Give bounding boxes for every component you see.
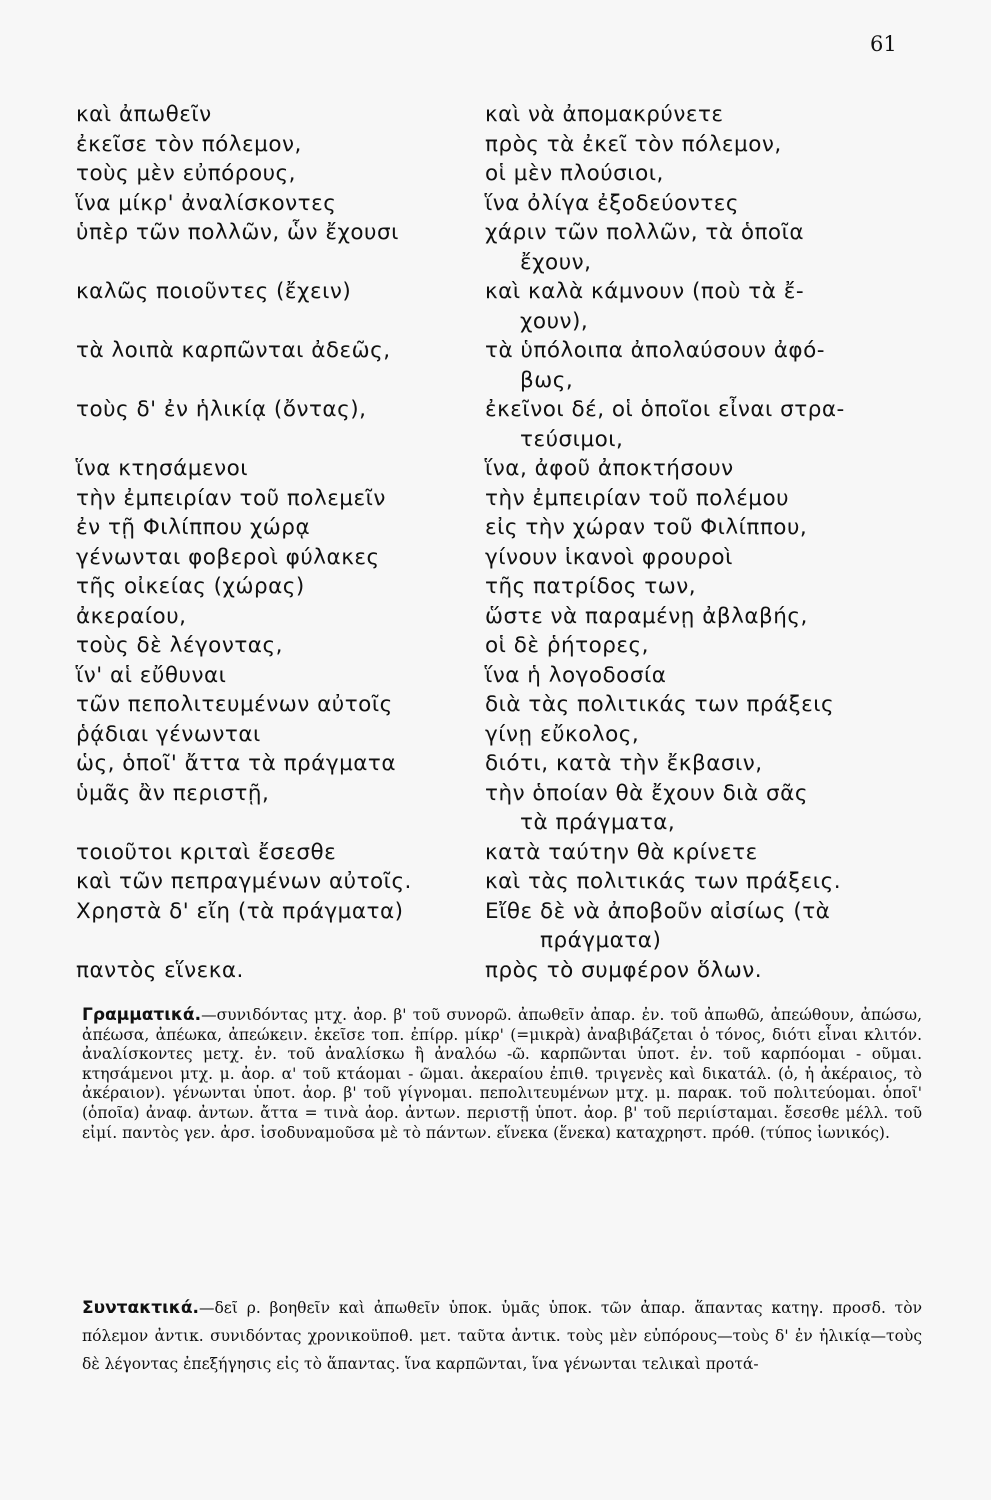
text-line: χουν),: [520, 308, 589, 334]
text-line: ὡς, ὁποῖ' ἄττα τὰ πράγματα: [76, 751, 397, 776]
text-line: Χρηστὰ δ' εἴη (τὰ πράγματα): [76, 898, 404, 924]
text-line: οἱ δὲ ῥήτορες,: [485, 633, 649, 658]
text-line: διὰ τὰς πολιτικάς των πράξεις: [485, 692, 835, 717]
text-line: καλῶς ποιοῦντες (ἔχειν): [76, 279, 352, 304]
text-line: κατὰ ταύτην θὰ κρίνετε: [485, 839, 758, 865]
text-line: παντὸς εἵνεκα.: [76, 957, 244, 983]
text-line: καὶ καλὰ κάμνουν (ποὺ τὰ ἔ-: [485, 279, 805, 304]
text-line: πρὸς τὰ ἐκεῖ τὸν πόλεμον,: [485, 131, 782, 157]
text-line: ἐκεῖσε τὸν πόλεμον,: [76, 131, 302, 157]
text-line: πρὸς τὸ συμφέρον ὅλων.: [485, 957, 763, 983]
text-line: ἵνα, ἀφοῦ ἀποκτήσουν: [485, 456, 734, 481]
text-line: καὶ ἀπωθεῖν: [76, 102, 212, 127]
text-line: ῥᾴδιαι γένωνται: [76, 721, 261, 747]
text-line: τοιοῦτοι κριταὶ ἔσεσθε: [76, 839, 337, 865]
text-line: ἵνα κτησάμενοι: [76, 456, 249, 481]
text-line: καὶ νὰ ἀπομακρύνετε: [485, 102, 724, 127]
text-line: εἰς τὴν χώραν τοῦ Φιλίππου,: [485, 515, 808, 540]
text-line: ἵνα ὀλίγα ἐξοδεύοντες: [485, 190, 740, 216]
text-line: καὶ τὰς πολιτικάς των πράξεις.: [485, 869, 842, 894]
page-number: 61: [870, 32, 897, 56]
text-line: τὰ ὑπόλοιπα ἀπολαύσουν ἀφό-: [485, 338, 826, 363]
text-line: τῆς πατρίδος των,: [485, 574, 697, 599]
text-line: τὴν ὁποίαν θὰ ἔχουν διὰ σᾶς: [485, 780, 808, 806]
text-line: ἀκεραίου,: [76, 603, 187, 629]
greek-original-column: [76, 100, 480, 985]
text-line: τὴν ἐμπειρίαν τοῦ πολέμου: [485, 485, 790, 511]
text-line: ὑπὲρ τῶν πολλῶν, ὧν ἔχουσι: [76, 220, 399, 245]
grammar-heading: Γραμματικά.: [82, 1005, 202, 1025]
text-line: ἵνα ἡ λογοδοσία: [485, 662, 667, 688]
text-line: ἵνα μίκρ' ἀναλίσκοντες: [76, 190, 337, 216]
syntax-notes: [82, 1294, 922, 1378]
text-line: ἔχουν,: [520, 249, 592, 275]
text-line: ἵν' αἱ εὔθυναι: [76, 662, 227, 688]
grammar-notes: [82, 1006, 922, 1143]
text-line: γίνῃ εὔκολος,: [485, 721, 640, 747]
text-line: ὥστε νὰ παραμένῃ ἀβλαβής,: [485, 603, 808, 629]
text-line: οἱ μὲν πλούσιοι,: [485, 161, 664, 186]
text-line: τοὺς μὲν εὐπόρους,: [76, 161, 296, 186]
text-line: χάριν τῶν πολλῶν, τὰ ὁποῖα: [485, 220, 805, 245]
text-line: τὴν ἐμπειρίαν τοῦ πολεμεῖν: [76, 485, 386, 511]
text-line: γίνουν ἱκανοὶ φρουροὶ: [485, 544, 733, 570]
syntax-heading: Συντακτικά.: [82, 1298, 199, 1318]
text-line: ὑμᾶς ἂν περιστῇ,: [76, 780, 270, 806]
grammar-text: —συνιδόντας μτχ. ἀορ. β' τοῦ συνορῶ. ἀπωθεῖν ἀπαρ. ἐν. τοῦ ἀπωθῶ, ἀπεώθουν, ἀπώσω, ἀπέωσα, ἀπέωκα, ἀπεώκειν. ἐκεῖσε τοπ. ἐπίρρ. μίκρ' (=μικρὰ) ἀναβιβάζεται ὁ τόνος, διότι εἶναι κλιτόν. ἀναλίσκοντες μετχ. ἐν. τοῦ ἀναλίσκω ἢ ἀναλόω -ῶ. καρπῶνται ὑποτ. ἐν. τοῦ καρπόομαι - οῦμαι. κτησάμενοι μτχ. μ. ἀορ. α' τοῦ κτάομαι - ῶμαι. ἀκεραίου ἐπιθ. τριγενὲς καὶ δικατάλ. (ὁ, ἡ ἀκέραιος, τὸ ἀκέραιον). γένωνται ὑποτ. ἀορ. β' τοῦ γίγνομαι. πεπολιτευμένων μτχ. μ. παρακ. τοῦ πολιτεύομαι. ὁποῖ' (ὁποῖα) ἀναφ. ἀντων. ἄττα = τινὰ ἀορ. ἀντων. περιστῇ ὑποτ. ἀορ. β' τοῦ περιίσταμαι. ἔσεσθε μέλλ. τοῦ εἰμί. παντὸς γεν. ἀρσ. ἰσοδυναμοῦσα μὲ τὸ πάντων. εἵνεκα (ἕνεκα) καταχρηστ. πρόθ. (τύπος ἰωνικός).: [82, 1006, 922, 1142]
text-line: βως,: [520, 367, 574, 393]
text-line: ἐκεῖνοι δέ, οἱ ὁποῖοι εἶναι στρα-: [485, 397, 845, 422]
syntax-text: —δεῖ ρ. βοηθεῖν καὶ ἀπωθεῖν ὑποκ. ὑμᾶς ὑποκ. τῶν ἀπαρ. ἅπαντας κατηγ. προσδ. τὸν πόλεμον ἀντικ. συνιδόντας χρονικοϋποθ. μετ. ταῦτα ἀντικ. τοὺς μὲν εὐπόρους—τοὺς δ' ἐν ἡλικίᾳ—τοὺς δὲ λέγοντας ἐπεξήγησις εἰς τὸ ἅπαντας. ἵνα καρπῶνται, ἵνα γένωνται τελικαὶ προτά-: [82, 1299, 922, 1373]
modern-translation-column: [485, 100, 925, 985]
text-line: τῶν πεπολιτευμένων αὐτοῖς: [76, 692, 393, 717]
text-line: τῆς οἰκείας (χώρας): [76, 574, 305, 599]
text-line: τὰ λοιπὰ καρπῶνται ἀδεῶς,: [76, 338, 391, 363]
text-line: τὰ πράγματα,: [520, 810, 676, 835]
text-line: γένωνται φοβεροὶ φύλακες: [76, 544, 380, 570]
text-line: ἐν τῇ Φιλίππου χώρᾳ: [76, 515, 311, 540]
text-line: διότι, κατὰ τὴν ἔκβασιν,: [485, 751, 763, 776]
text-line: τοὺς δὲ λέγοντας,: [76, 633, 283, 658]
text-line: καὶ τῶν πεπραγμένων αὐτοῖς.: [76, 869, 412, 894]
text-line: τεύσιμοι,: [520, 426, 624, 452]
text-line: τοὺς δ' ἐν ἡλικίᾳ (ὄντας),: [76, 397, 367, 422]
text-line: πράγματα): [540, 928, 662, 953]
text-line: Εἴθε δὲ νὰ ἀποβοῦν αἰσίως (τὰ: [485, 898, 831, 924]
